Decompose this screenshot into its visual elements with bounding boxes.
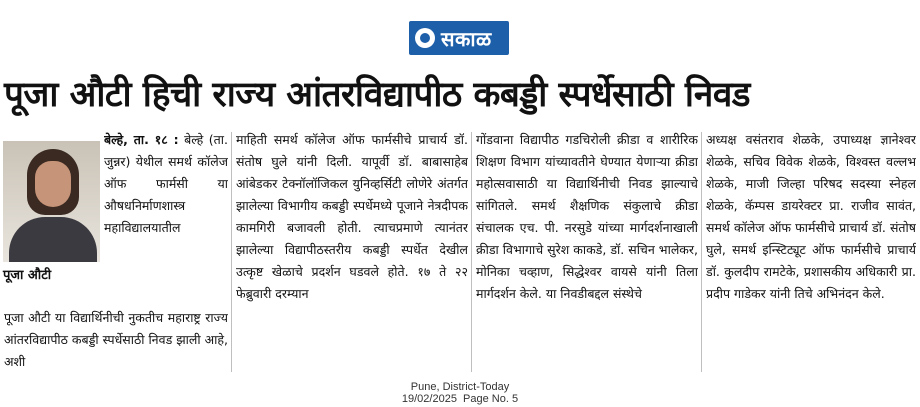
edition-label: Pune, District-Today xyxy=(410,381,510,393)
column-divider xyxy=(231,132,232,372)
portrait-photo xyxy=(3,141,100,262)
column-divider xyxy=(701,132,702,372)
masthead-logo xyxy=(409,21,509,55)
headline: पूजा औटी हिची राज्य आंतरविद्यापीठ कबड्डी स्पर्धेसाठी निवड xyxy=(4,75,751,115)
date-page-label: 19/02/2025 Page No. 5 xyxy=(401,393,519,405)
article-text-1a: बेल्हे (ता. जुन्नर) येथील समर्थ कॉलेज ऑफ फार्मसी या औषधनिर्माणशास्त्र महाविद्यालयातील xyxy=(104,132,228,235)
article-column-3: गोंडवाना विद्यापीठ गडचिरोली क्रीडा व शारीरिक शिक्षण विभाग यांच्यावतीने घेण्यात येणाऱ्या क्रीडा महोत्सवासाठी या विद्यार्थिनीची निवड झाल्याचे सांगितले. समर्थ शैक्षणिक संकुलाचे क्रीडा संचालक एच. पी. नरसुडे यांच्या मार्गदर्शनाखाली क्रीडा विभागाचे सुरेश काकडे, डॉ. सचिन भालेकर, मोनिका चव्हाण, सिद्धेश्वर वायसे यांनी तिला मार्गदर्शन केले. या निवडीबद्दल संस्थेचे xyxy=(476,132,698,301)
sakal-logo-icon xyxy=(415,28,435,48)
column-divider xyxy=(471,132,472,372)
article-column-4: अध्यक्ष वसंतराव शेळके, उपाध्यक्ष ज्ञानेश्वर शेळके, सचिव विवेक शेळके, विश्वस्त वल्लभ शेळके, माजी जिल्हा परिषद सदस्या स्नेहल शेळके, कॅम्पस डायरेक्टर प्रा. राजीव सावंत, समर्थ कॉलेज ऑफ फार्मसीचे प्राचार्य डॉ. संतोष घुले, समर्थ इन्स्टिट्यूट ऑफ फार्मसीचे प्राचार्य डॉ. कुलदीप रामटेके, प्रशासकीय अधिकारी प्रा. प्रदीप गाडेकर यांनी तिचे अभिनंदन केले. xyxy=(706,132,916,301)
photo-caption: पूजा औटी xyxy=(3,268,52,283)
photo-face xyxy=(35,161,71,207)
page-footer xyxy=(0,381,920,405)
article-column-1-bottom: पूजा औटी या विद्यार्थिनीची नुकतीच महाराष्ट्र राज्य आंतरविद्यापीठ कबड्डी स्पर्धेसाठी निवड झाली आहे, अशी xyxy=(4,310,228,369)
dateline: बेल्हे, ता. १८ : xyxy=(104,132,179,147)
logo-text: सकाळ xyxy=(441,26,492,51)
photo-shirt xyxy=(9,217,97,262)
article-column-1-top xyxy=(104,129,228,261)
article-column-2: माहिती समर्थ कॉलेज ऑफ फार्मसीचे प्राचार्य डॉ. संतोष घुले यांनी दिली. यापूर्वी डॉ. बाबासाहेब आंबेडकर टेक्नॉलॉजिकल युनिव्हर्सिटी लोणेरे अंतर्गत झालेल्या विभागीय कबड्डी स्पर्धेमध्ये पूजाने नेत्रदीपक कामगिरी बजावली होती. त्याचप्रमाणे त्यानंतर झालेल्या विद्यापीठस्तरीय कबड्डी स्पर्धेत देखील उत्कृष्ट खेळाचे प्रदर्शन घडवले होते. १७ ते २२ फेब्रुवारी दरम्यान xyxy=(236,132,468,301)
